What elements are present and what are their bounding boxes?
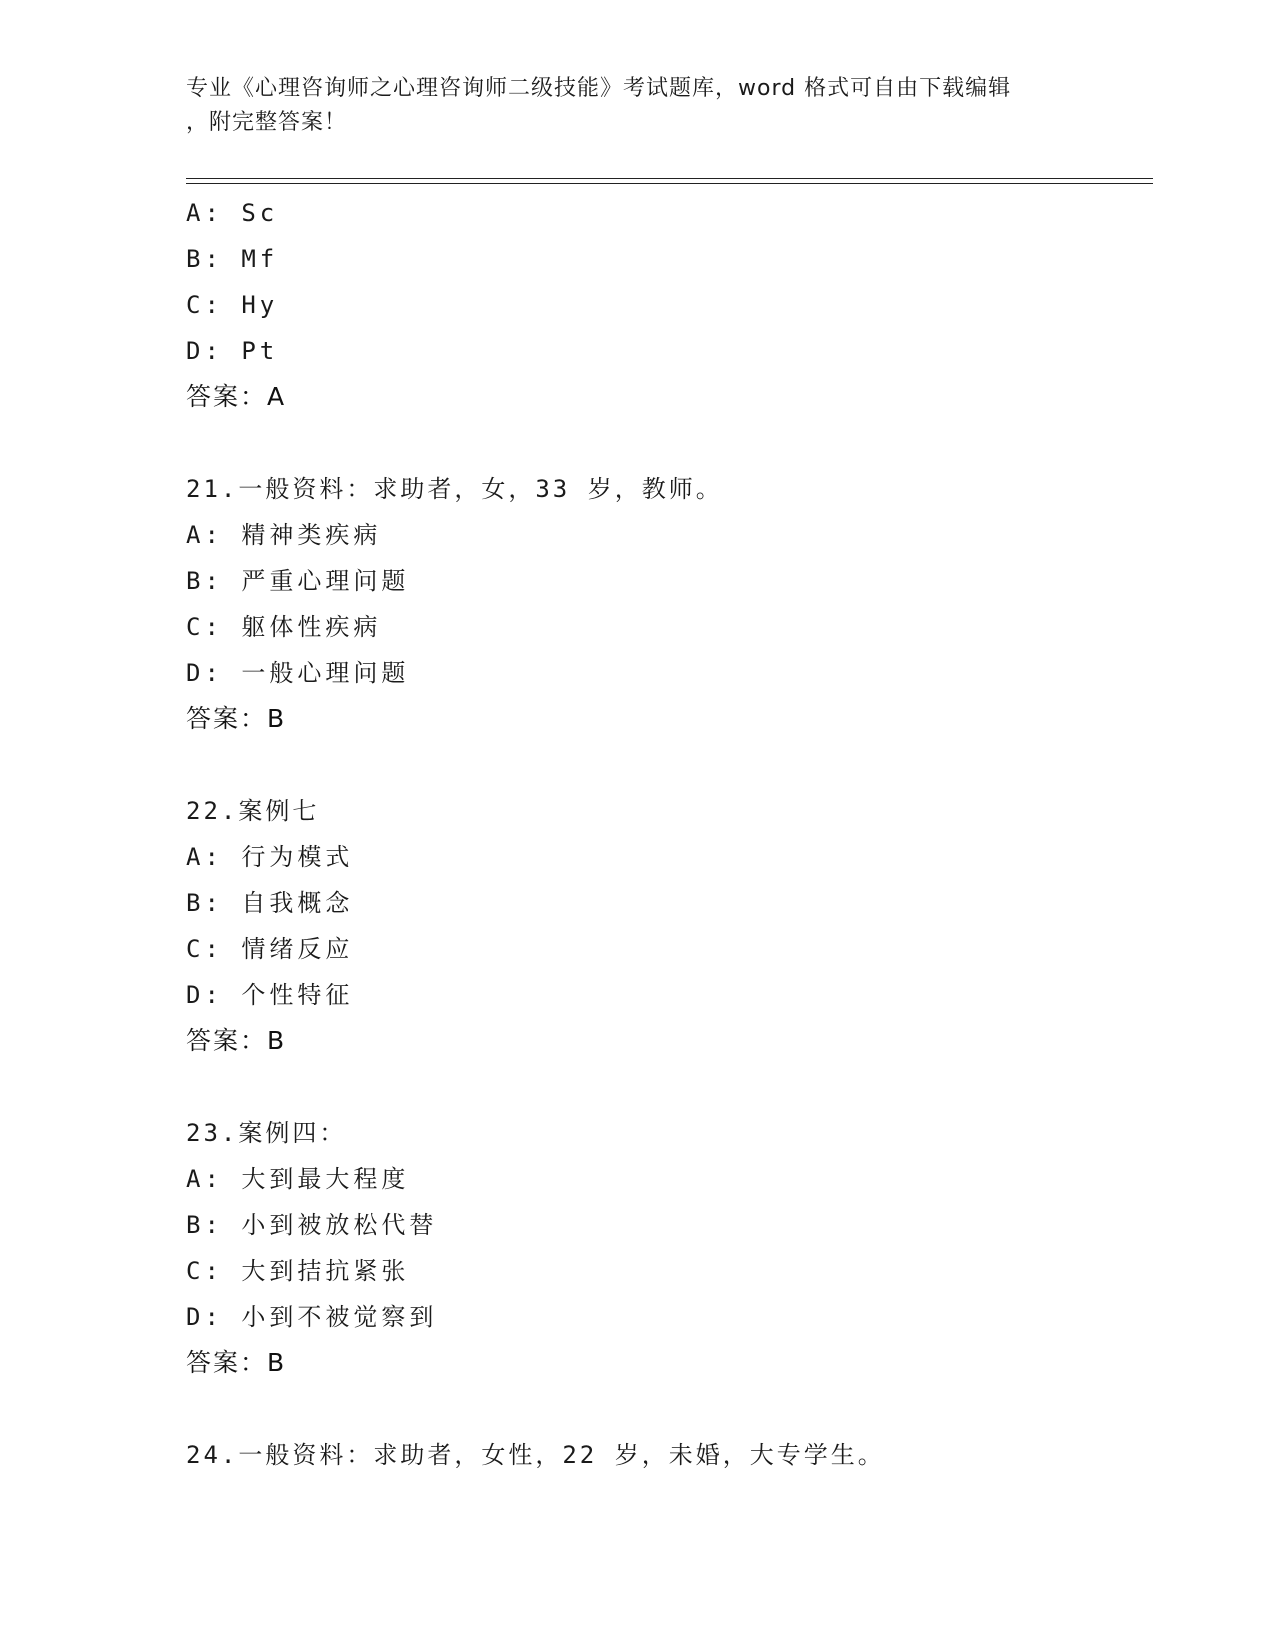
option-d: D: 个性特征	[186, 981, 354, 1009]
spacer	[186, 742, 1146, 788]
answer: 答案：A	[186, 382, 287, 411]
option-b: B: Mf	[186, 245, 279, 273]
question-text: 21.一般资料：求助者，女，33 岁，教师。	[186, 475, 723, 503]
header-divider-top	[186, 178, 1153, 179]
question-block-21	[186, 466, 1146, 742]
document-header	[186, 72, 1086, 140]
option-d: D: 小到不被觉察到	[186, 1303, 438, 1331]
question-block-24	[186, 1432, 1146, 1478]
option-d: D: 一般心理问题	[186, 659, 410, 687]
header-line-2: ，附完整答案！	[186, 110, 348, 135]
option-b: B: 小到被放松代替	[186, 1211, 438, 1239]
question-block-22	[186, 788, 1146, 1064]
question-text: 23.案例四：	[186, 1119, 347, 1147]
header-line-1: 专业《心理咨询师之心理咨询师二级技能》考试题库，word 格式可自由下载编辑	[186, 76, 1012, 101]
spacer	[186, 1386, 1146, 1432]
answer: 答案：B	[186, 1026, 287, 1055]
option-b: B: 严重心理问题	[186, 567, 410, 595]
option-a: A: Sc	[186, 199, 279, 227]
question-block-20	[186, 190, 1146, 420]
question-list	[186, 190, 1146, 1478]
option-a: A: 大到最大程度	[186, 1165, 410, 1193]
header-divider-bottom	[186, 183, 1153, 184]
option-c: C: 情绪反应	[186, 935, 354, 963]
answer: 答案：B	[186, 1348, 287, 1377]
spacer	[186, 420, 1146, 466]
question-block-23	[186, 1110, 1146, 1386]
option-d: D: Pt	[186, 337, 279, 365]
spacer	[186, 1064, 1146, 1110]
option-c: C: 躯体性疾病	[186, 613, 382, 641]
option-c: C: Hy	[186, 291, 279, 319]
question-text: 22.案例七	[186, 797, 320, 825]
option-b: B: 自我概念	[186, 889, 354, 917]
answer: 答案：B	[186, 704, 287, 733]
option-a: A: 行为模式	[186, 843, 354, 871]
option-a: A: 精神类疾病	[186, 521, 382, 549]
question-text: 24.一般资料：求助者，女性，22 岁，未婚，大专学生。	[186, 1441, 885, 1469]
option-c: C: 大到拮抗紧张	[186, 1257, 410, 1285]
